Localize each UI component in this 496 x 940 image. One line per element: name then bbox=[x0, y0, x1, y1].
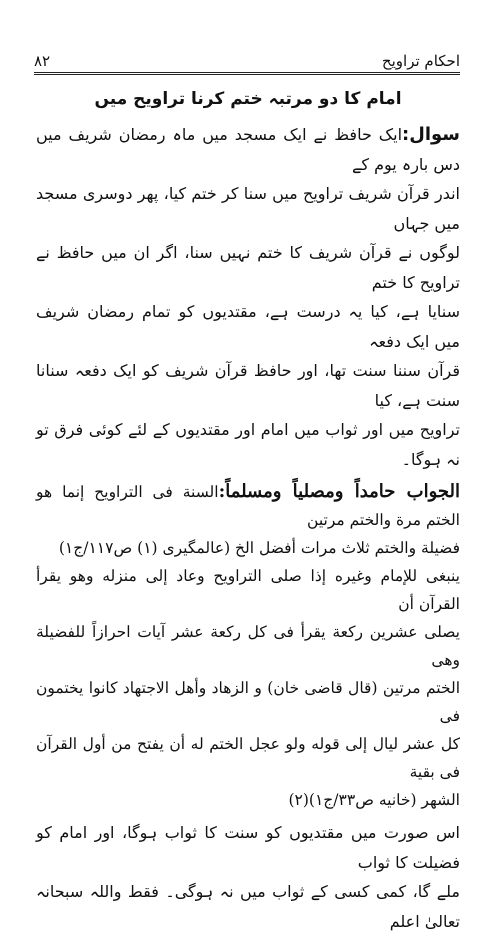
conclusion-line-2: ملے گا، کمی کسی کے ثواب میں نہ ہوگی۔ فقط واللہ سبحانہ تعالیٰ اعلم bbox=[36, 882, 460, 931]
header-rule bbox=[34, 72, 460, 75]
question-line-1: سوال:ایک حافظ نے ایک مسجد میں ماہ رمضان شریف میں دس بارہ یوم کے bbox=[36, 124, 460, 174]
answer-line-4: یصلی عشرین رکعة یقرأ فی کل رکعة عشر آیات احرازاً للفضیلة وهی bbox=[36, 623, 460, 669]
question-line-4: سنایا ہے، کیا یہ درست ہے، مقتدیوں کو تمام رمضان شریف میں ایک دفعہ bbox=[36, 302, 460, 351]
page-content bbox=[36, 84, 460, 940]
page-number: ۸۲ bbox=[34, 52, 51, 70]
answer-line-7: الشهر (خانیه ص۳۳/ج۱)(۲) bbox=[288, 791, 460, 809]
question-line-6: تراویح میں اور ثواب میں امام اور مقتدیوں کے لئے کوئی فرق تو نہ ہوگا۔ bbox=[36, 420, 460, 469]
answer-line-3: ینبغی للإمام وغیره إذا صلی التراویح وعاد إلی منزله وهو یقرأ القرآن أن bbox=[36, 567, 460, 613]
answer-line-6: کل عشر لیال إلی قوله ولو عجل الختم له أن یفتح من أول القرآن فی بقیة bbox=[36, 735, 460, 781]
question-line-2: اندر قرآن شریف تراویح میں سنا کر ختم کیا، پھر دوسری مسجد میں جہاں bbox=[36, 184, 460, 233]
answer-line-5: الختم مرتین (قال قاضی خان) و الزهاد وأهل الاجتهاد كانوا یختمون فی bbox=[36, 679, 460, 725]
section-heading: امام کا دو مرتبہ ختم کرنا تراویح میں bbox=[94, 89, 402, 109]
page-header bbox=[34, 44, 460, 70]
answer-block bbox=[36, 478, 460, 814]
answer-label: الجواب حامداً ومصلیاً ومسلماً: bbox=[218, 481, 460, 502]
running-title: احکام تراویح bbox=[381, 52, 460, 70]
answer-line-1: الجواب حامداً ومصلیاً ومسلماً:السنة فی التراویح إنما هو الختم مرة والختم مرتین bbox=[36, 481, 460, 529]
conclusion-line-1: اس صورت میں مقتدیوں کو سنت کا ثواب ہوگا، اور امام کو فضیلت کا ثواب bbox=[36, 823, 460, 872]
question-line-5: قرآن سننا سنت تھا، اور حافظ قرآن شریف کو ایک دفعہ سنانا سنت ہے، کیا bbox=[36, 361, 460, 410]
question-block bbox=[36, 120, 460, 474]
answer-line-2: فضیلة والختم ثلاث مرات أفضل الخ (عالمگیری (۱) ص۱۱۷/ج۱) bbox=[58, 539, 460, 557]
conclusion-block bbox=[36, 818, 460, 936]
question-label: سوال: bbox=[402, 124, 460, 145]
question-line-3: لوگوں نے قرآن شریف کا ختم نہیں سنا، اگر ان میں حافظ نے تراویح کا ختم bbox=[36, 243, 460, 292]
